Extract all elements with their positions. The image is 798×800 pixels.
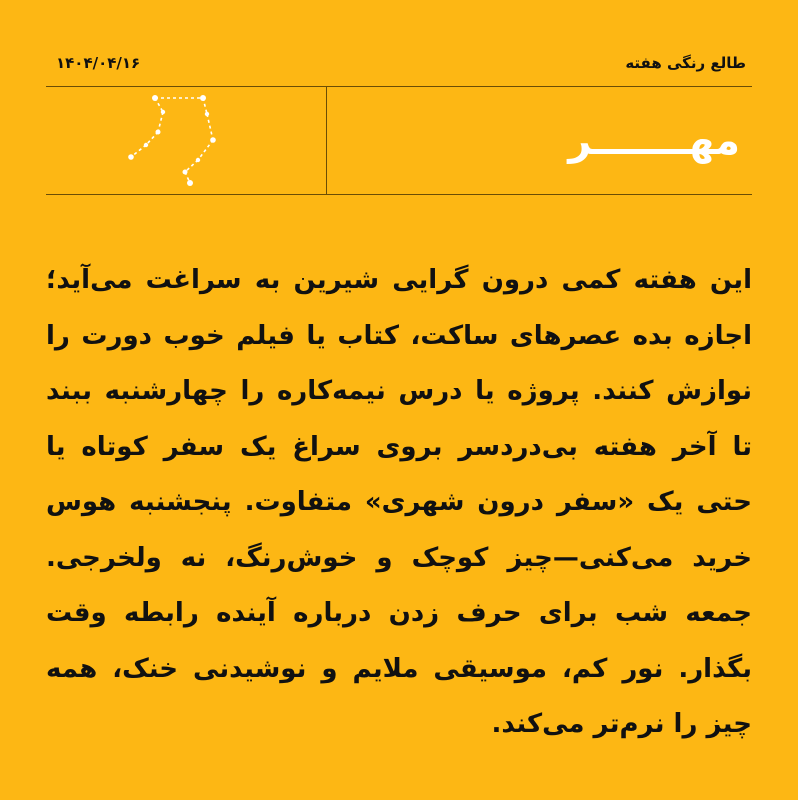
- header-divider: [46, 86, 752, 87]
- header-date: ۱۴۰۴/۰۴/۱۶: [56, 54, 141, 72]
- libra-constellation-icon: [110, 90, 230, 190]
- horoscope-text: این هفته کمی درون گرایی شیرین به سراغت می‌آید؛ اجازه بده عصرهای ساکت، کتاب یا فیلم خوب دورت را نوازش کنند. پروژه یا درس نیمه‌کاره را چهارشنبه ببند تا آخر هفته بی‌دردسر بروی سراغ یک سفر کوتاه یا حتی یک «سفر درون شهری» متفاوت. پنجشنبه هوس خرید می‌کنی—چیز کوچک و خوش‌رنگ، نه ولخرجی. جمعه شب برای حرف زدن درباره آینده رابطه وقت بگذار. نور کم، موسیقی ملایم و نوشیدنی خنک، همه چیز را نرم‌تر می‌کند.: [46, 265, 752, 739]
- sign-column-divider: [326, 87, 327, 194]
- sign-divider: [46, 194, 752, 195]
- header-title: طالع رنگی هفته: [625, 54, 746, 72]
- sign-name: مهـــــــر: [568, 118, 740, 164]
